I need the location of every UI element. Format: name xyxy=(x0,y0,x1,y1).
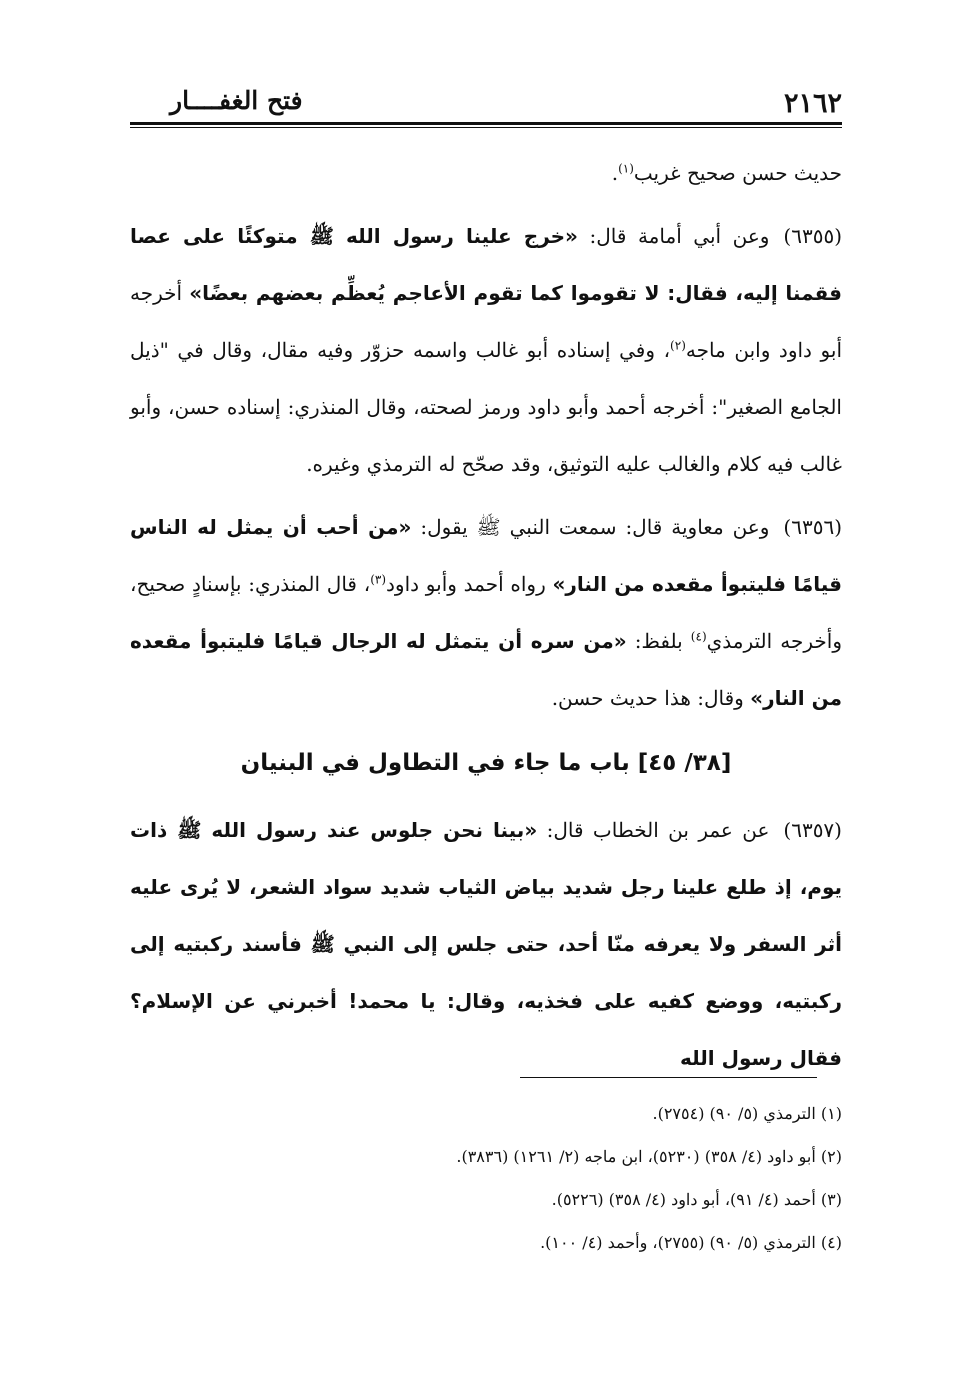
hadith-number: (٦٣٥٥) xyxy=(783,224,842,248)
hadith-number: (٦٣٥٦) xyxy=(783,515,842,539)
hadith-number: (٦٣٥٧) xyxy=(783,818,842,842)
running-title: فتح الغفــــار xyxy=(170,86,303,115)
hadith-text: ، قال المنذري: بإسنادٍ صحيح، وأخرجه الترمذي xyxy=(130,572,842,653)
hadith-paragraphs-2 xyxy=(130,802,842,1087)
chapter-heading: [٣٨/ ٤٥] باب ما جاء في التطاول في البنيان xyxy=(240,750,732,776)
header-rule-thin xyxy=(130,127,842,128)
hadith-quote: «بينا نحن جلوس عند رسول الله ﷺ ذات يوم، إذ طلع علينا رجل شديد بياض الثياب شديد سواد الشعر، لا يُرى عليه أثر السفر ولا يعرفه منّا أحد، حتى جلس إلى النبي ﷺ فأسند ركبتيه إلى ركبتيه، ووضع كفيه على فخذيه، وقال: يا محمد! أخبرني عن الإسلام؟ فقال رسول الله xyxy=(130,818,842,1070)
footnote-marker: (٤) xyxy=(690,629,707,644)
hadith-text: وقال: هذا حديث حسن. xyxy=(551,686,751,710)
hadith-text: عن عمر بن الخطاب قال: xyxy=(537,818,770,842)
hadith-paragraph xyxy=(130,499,842,727)
hadith-quote: «من أحب أن يمثل له الناس قيامًا فليتبوأ مقعده من النار» xyxy=(130,515,842,596)
hadith-paragraph xyxy=(130,208,842,493)
hadith-quote: «خرج علينا رسول الله ﷺ متوكئًا على عصا فقمنا إليه، فقال: لا تقوموا كما تقوم الأعاجم يُعظِّم بعضهم بعضًا» xyxy=(130,224,842,305)
footnote-marker: (٣) xyxy=(370,572,387,587)
page-number: ٢١٦٢ xyxy=(783,88,842,119)
footnote-marker: (١) xyxy=(618,161,634,176)
footnote-2: (٢) أبو داود (٤/ ٣٥٨) (٥٢٣٠)، ابن ماجه (٢/ ١٢٦١) (٣٨٣٦). xyxy=(456,1147,842,1166)
hadith-text: . xyxy=(611,161,619,185)
footnote-rule xyxy=(520,1077,817,1078)
footnote-1: (١) الترمذي (٥/ ٩٠) (٢٧٥٤). xyxy=(652,1104,842,1123)
hadith-paragraph xyxy=(130,802,842,1087)
footnotes xyxy=(130,1092,842,1264)
hadith-paragraph xyxy=(130,145,842,202)
hadith-quote: «من سره أن يتمثل له الرجال قيامًا فليتبوأ مقعده من النار» xyxy=(130,629,842,710)
main-text xyxy=(130,145,842,1087)
page-header xyxy=(130,82,842,122)
hadith-text: حديث حسن صحيح غريب xyxy=(633,161,842,185)
hadith-text: ، وفي إسناده أبو غالب واسمه حزوّر وفيه مقال، وقال في "ذيل الجامع الصغير": أخرجه أحمد وأبو داود ورمز لصحته، وقال المنذري: إسناده حسن، وأبو غالب فيه كلام والغالب عليه التوثيق، وقد صحّح له الترمذي وغيره. xyxy=(130,338,842,476)
hadith-text: بلفظ: xyxy=(626,629,691,653)
header-rule xyxy=(130,122,842,125)
hadith-text: وعن أبي أمامة قال: xyxy=(577,224,770,248)
footnote-marker: (٢) xyxy=(670,338,686,353)
hadith-text: أخرجه أبو داود وابن ماجه xyxy=(130,281,842,362)
hadith-paragraphs xyxy=(130,145,842,727)
footnote-3: (٣) أحمد (٤/ ٩١)، أبو داود (٤/ ٣٥٨) (٥٢٢٦). xyxy=(551,1190,842,1209)
hadith-text: وعن معاوية قال: سمعت النبي ﷺ يقول: xyxy=(411,515,770,539)
footnote-4: (٤) الترمذي (٥/ ٩٠) (٢٧٥٥)، وأحمد (٤/ ١٠٠). xyxy=(540,1233,842,1252)
hadith-text: رواه أحمد وأبو داود xyxy=(386,572,553,596)
